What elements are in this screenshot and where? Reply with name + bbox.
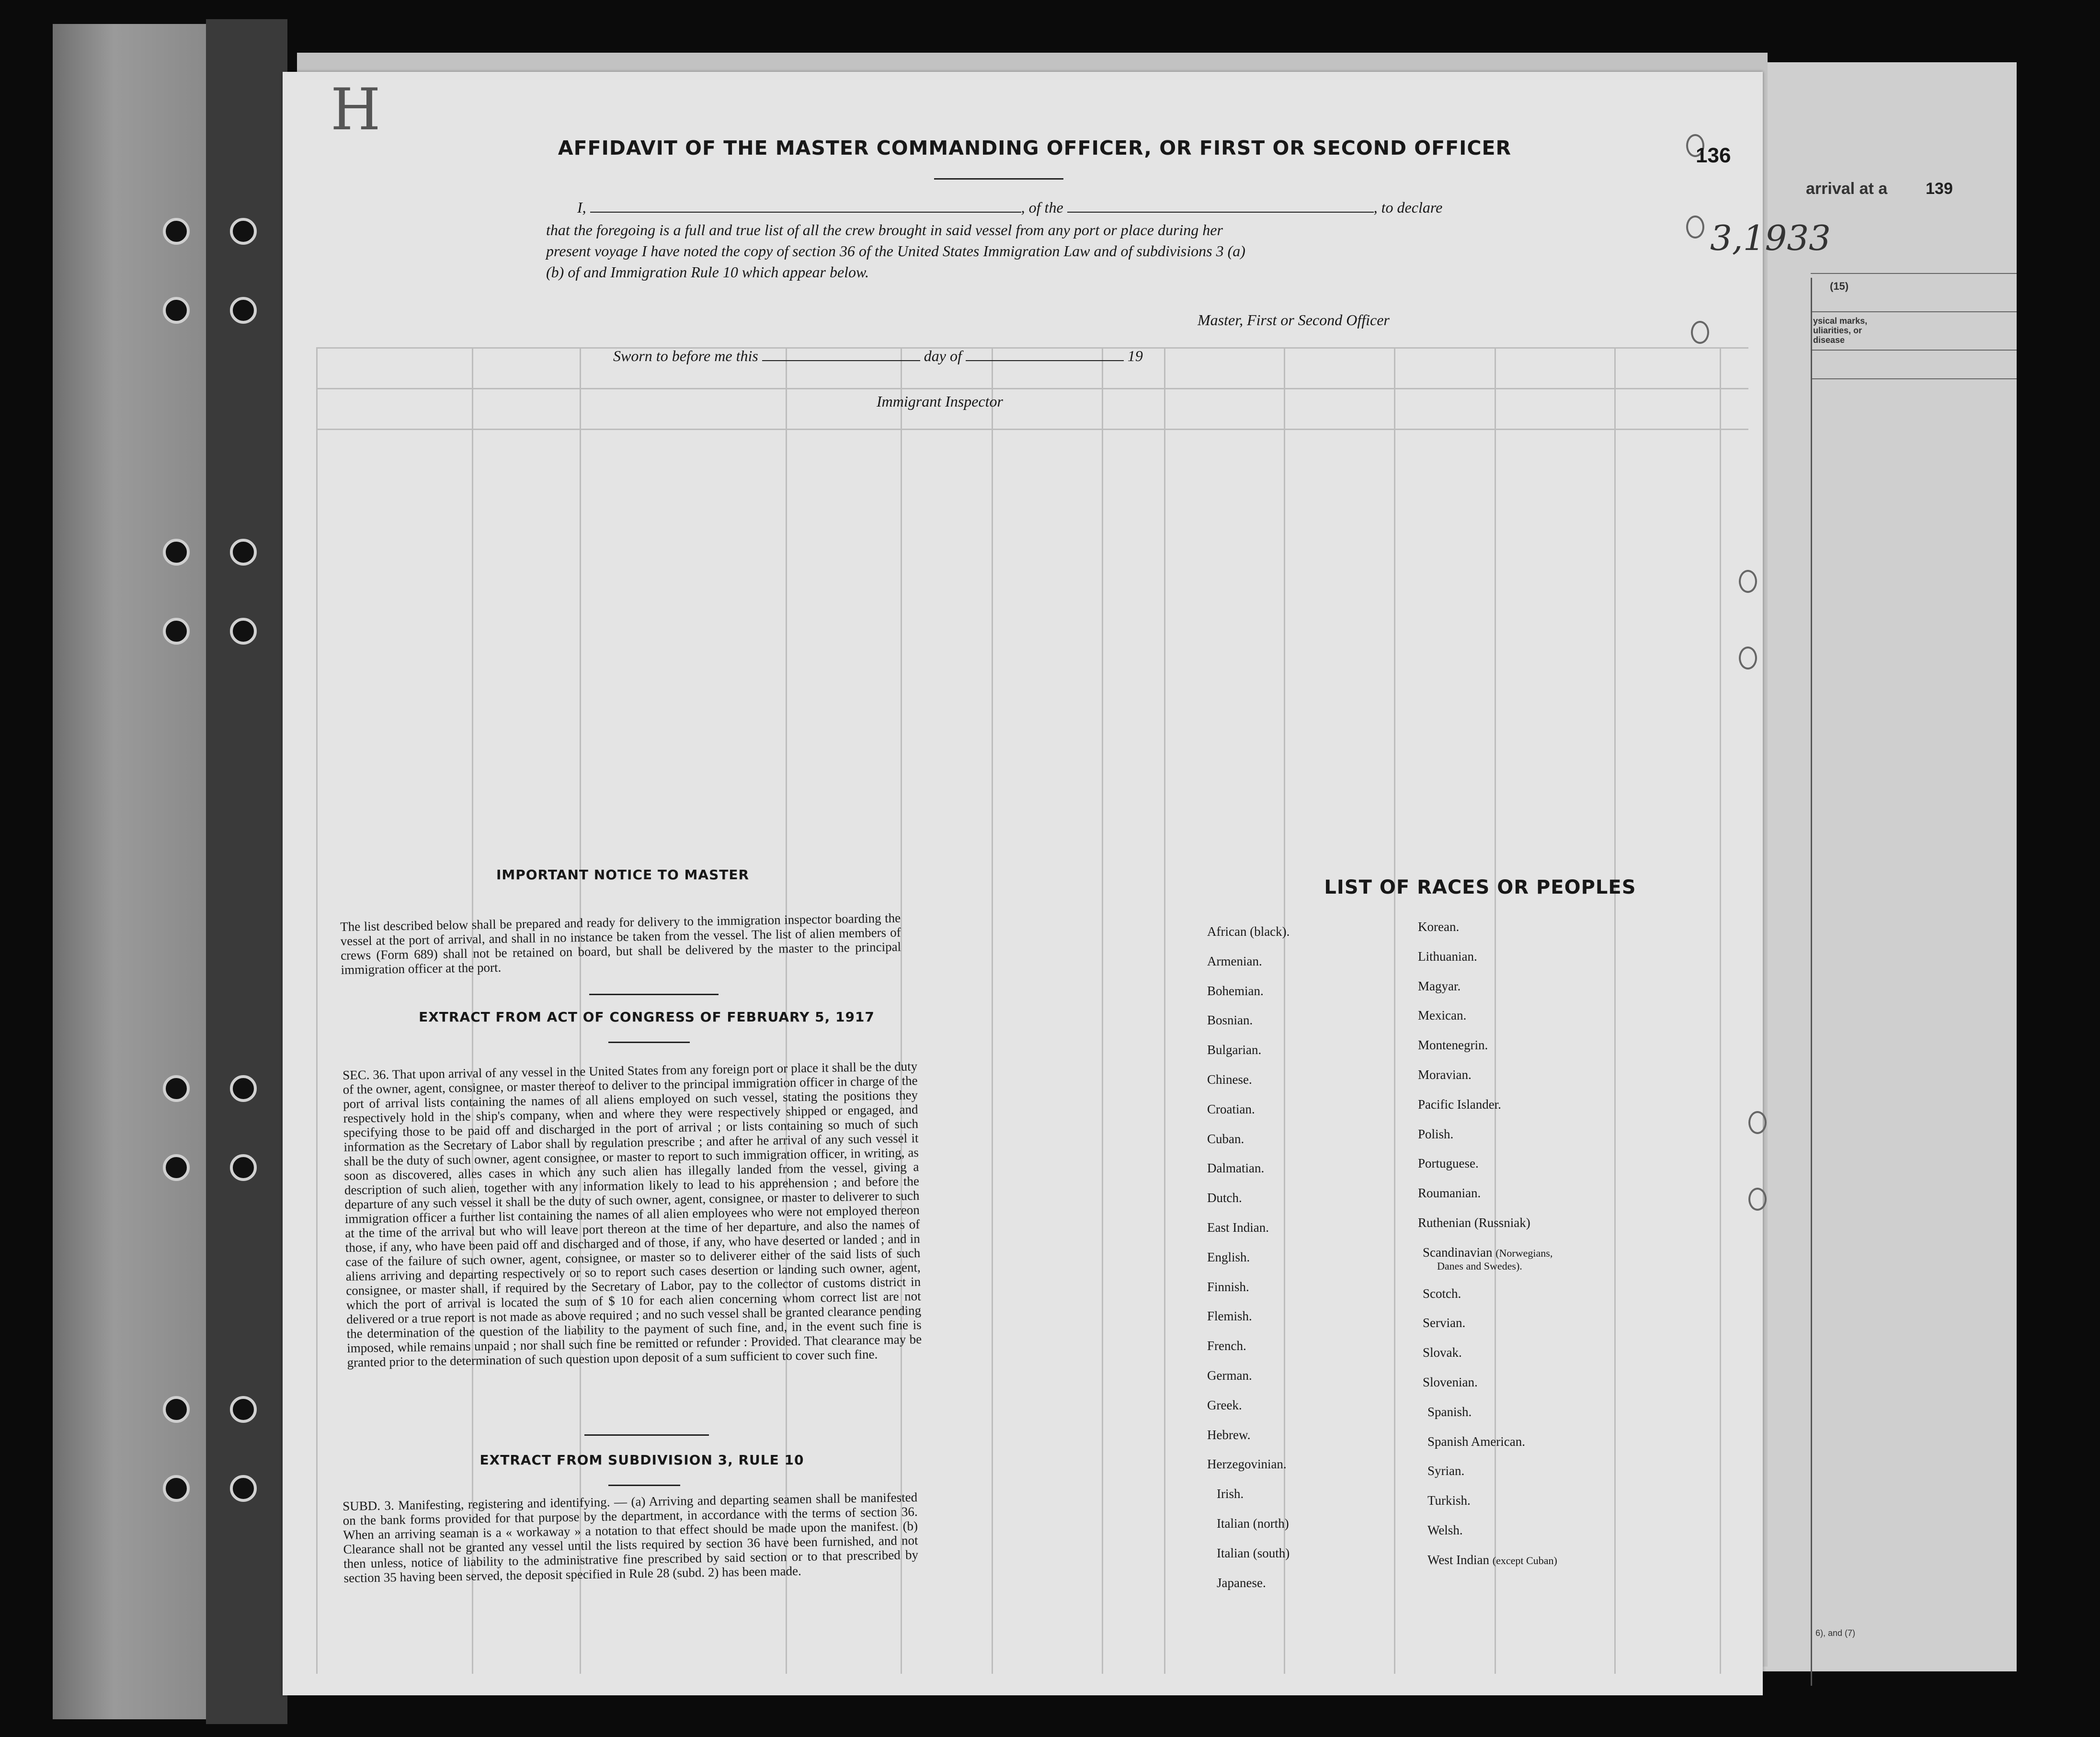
binder-hole bbox=[230, 1475, 257, 1502]
bleed-through-rule bbox=[316, 429, 1748, 430]
race-item bbox=[1418, 920, 1459, 934]
race-item bbox=[1418, 1038, 1488, 1053]
binder-hole bbox=[230, 539, 257, 566]
neighbor-page-number: 139 bbox=[1926, 180, 1953, 198]
race-item: Irish. bbox=[1217, 1487, 1244, 1501]
race-note: Danes and Swedes). bbox=[1437, 1260, 1522, 1272]
binder-hole bbox=[163, 1396, 190, 1423]
race-item bbox=[1418, 1127, 1453, 1142]
back-sheet-column-number: (15) bbox=[1830, 280, 1849, 292]
back-sheet-rule bbox=[1811, 378, 2017, 379]
race-name: Servian. bbox=[1423, 1316, 1466, 1330]
race-item bbox=[1418, 1186, 1481, 1201]
race-item bbox=[1418, 1156, 1479, 1171]
back-sheet-footer: 6), and (7) bbox=[1815, 1628, 1856, 1638]
binder-hole bbox=[163, 1475, 190, 1502]
sworn-line bbox=[613, 347, 1143, 365]
sworn-month-field[interactable] bbox=[966, 349, 1124, 361]
race-item bbox=[1423, 1375, 1478, 1390]
sworn-label: Sworn to before me this bbox=[613, 347, 758, 364]
race-name: Portuguese. bbox=[1418, 1156, 1479, 1171]
race-item: Bosnian. bbox=[1207, 1013, 1253, 1028]
race-item: French. bbox=[1207, 1339, 1246, 1353]
bleed-through-column bbox=[1495, 347, 1496, 1674]
bleed-through-column bbox=[1394, 347, 1395, 1674]
affidavit-line-1 bbox=[577, 199, 1442, 216]
race-item: Finnish. bbox=[1207, 1279, 1249, 1294]
race-item bbox=[1418, 1215, 1530, 1230]
bleed-through-column bbox=[1614, 347, 1616, 1674]
bleed-through-column bbox=[1720, 347, 1721, 1674]
binder-hole bbox=[163, 1075, 190, 1102]
master-officer-label: Master, First or Second Officer bbox=[1198, 311, 1390, 329]
handwritten-corner-mark: H bbox=[331, 77, 381, 143]
back-sheet-rule bbox=[1811, 273, 2017, 274]
title-divider bbox=[934, 178, 1063, 180]
race-name: Montenegrin. bbox=[1418, 1038, 1488, 1053]
race-item: German. bbox=[1207, 1368, 1252, 1383]
page-hole bbox=[1691, 321, 1709, 344]
race-name: Slovak. bbox=[1423, 1345, 1462, 1360]
race-name: Welsh. bbox=[1427, 1523, 1463, 1537]
race-item bbox=[1427, 1523, 1463, 1538]
back-sheet-rule bbox=[1811, 350, 2017, 351]
binder-hole bbox=[230, 297, 257, 324]
race-item: Bohemian. bbox=[1207, 983, 1264, 998]
race-item bbox=[1423, 1286, 1461, 1301]
binder-hole bbox=[230, 1075, 257, 1102]
important-notice-heading: IMPORTANT NOTICE TO MASTER bbox=[496, 867, 750, 883]
rule-divider bbox=[608, 1485, 680, 1486]
page-hole bbox=[1739, 647, 1757, 670]
binder-hole bbox=[163, 618, 190, 645]
race-name: West Indian bbox=[1427, 1552, 1490, 1567]
page-hole bbox=[1748, 1111, 1767, 1134]
race-item: Italian (south) bbox=[1217, 1545, 1290, 1560]
race-item bbox=[1423, 1316, 1465, 1330]
extract-act-text: SEC. 36. That upon arrival of any vessel in the United States from any foreign port or place it shall be the duty of the owner, agent, consignee, or master thereof to deliver to the principal immigration officer in charge of the port of arrival lists containing the names of all aliens employed on such vessel, stating the positions they respectively hold in the ship's company, when and where they were respectively shipped or engaged, and specifying those to be paid off and discharged in the port of arrival ; or lists containing so much of such information as the Secretary of Labor shall by regulation prescribe ; and after he arrival of any such vessel it shall be the duty of such owner, agent consignee, or master to report to such immigration officer, in writing, as soon as discovered, alles cases in which any such alien has illegally landed from the vessel, giving a description of such alien, together with any information likely to lead to his apprehension ; and before the departure of any such vessel it shall be the duty of such owner, agent, consignee, or master to deliverer to such immigration officer a further list containing the names of all alien employees who were not employed thereon at the time of the arrival but who will leave port thereon at the time of her departure, and also the names of those, if any, who have been paid off and discharged and of those, if any, who have deserted or landed ; and in case of the failure of such owner, agent, consignee, or master so to deliverer either of the said lists of such aliens arriving and departing respectively or so to report such cases desertion or landing such owner, agent, consignee, or master shall, if required by the Secretary of Labor, pay to the collector of customs district in which the port of arrival is located the sum of $ 10 for each alien concerning whom correct list are not delivered or a true report is not made as above required ; and no such vessel shall be granted clearance pending the determination of the question of the liability to the payment of such fine, and, in the event such fine is imposed, while remains unpaid ; nor shall such fine be remitted or refunder : Provided. That clearance may be granted prior to the determination of such question upon deposit of a sum sufficient to cover such fine. bbox=[342, 1059, 922, 1370]
page-hole bbox=[1739, 570, 1757, 593]
race-name: Korean. bbox=[1418, 920, 1460, 934]
races-list-title: LIST OF RACES OR PEOPLES bbox=[1324, 876, 1636, 898]
race-item bbox=[1423, 1245, 1552, 1272]
race-name: Syrian. bbox=[1427, 1464, 1465, 1478]
race-name: Polish. bbox=[1418, 1126, 1454, 1141]
race-item: Croatian. bbox=[1207, 1101, 1255, 1116]
immigrant-inspector-label: Immigrant Inspector bbox=[877, 393, 1003, 410]
race-item: African (black). bbox=[1207, 924, 1290, 939]
race-name: Turkish. bbox=[1427, 1493, 1471, 1508]
bleed-through-column bbox=[992, 347, 993, 1674]
affidavit-of-the: , of the bbox=[1021, 199, 1063, 216]
race-item: Dutch. bbox=[1207, 1191, 1242, 1205]
race-name: Magyar. bbox=[1418, 978, 1461, 993]
race-item bbox=[1423, 1345, 1462, 1360]
race-item: Hebrew. bbox=[1207, 1427, 1251, 1442]
race-item bbox=[1418, 949, 1477, 964]
affidavit-i: I, bbox=[577, 199, 586, 216]
affidavit-title: AFFIDAVIT OF THE MASTER COMMANDING OFFICER, OR FIRST OR SECOND OFFICER bbox=[558, 136, 1512, 159]
important-notice-text: The list described below shall be prepared and ready for delivery to the immigration inspector boarding the vessel at the port of arrival, and shall in no instance be taken from the vessel. The list of alien members of crews (Form 689) shall not be retained on board, but shall be delivered by the master to the principal immigration officer at the port. bbox=[340, 910, 902, 977]
race-item: Greek. bbox=[1207, 1397, 1242, 1412]
race-item: East Indian. bbox=[1207, 1220, 1269, 1235]
race-item bbox=[1427, 1405, 1472, 1419]
race-item: Cuban. bbox=[1207, 1131, 1244, 1146]
vessel-name-field[interactable] bbox=[1067, 200, 1374, 213]
binder-hole bbox=[230, 1154, 257, 1181]
race-name: Scotch. bbox=[1423, 1286, 1461, 1301]
sworn-day-field[interactable] bbox=[762, 349, 920, 361]
back-sheet-column-header: ysical marks, uliarities, or disease bbox=[1813, 316, 1868, 345]
back-sheet-arrival-text: arrival at a bbox=[1806, 180, 1888, 198]
page-hole bbox=[1748, 1188, 1767, 1211]
race-item bbox=[1427, 1464, 1464, 1478]
year-prefix: 19 bbox=[1127, 347, 1143, 364]
race-name: Roumanian. bbox=[1418, 1186, 1481, 1201]
page-hole bbox=[1686, 216, 1704, 238]
extract-rule-heading: EXTRACT FROM SUBDIVISION 3, RULE 10 bbox=[479, 1452, 804, 1468]
officer-name-field[interactable] bbox=[590, 200, 1021, 213]
race-item: English. bbox=[1207, 1249, 1250, 1264]
bleed-through-column bbox=[1284, 347, 1285, 1674]
affidavit-line-4: (b) of and Immigration Rule 10 which appear below. bbox=[546, 263, 869, 281]
race-item bbox=[1427, 1553, 1557, 1567]
race-item: Japanese. bbox=[1217, 1575, 1266, 1590]
day-of-label: day of bbox=[924, 347, 962, 364]
race-item: Armenian. bbox=[1207, 954, 1262, 968]
notice-divider bbox=[589, 994, 719, 995]
bleed-through-column bbox=[316, 347, 318, 1674]
race-note: (except Cuban) bbox=[1492, 1554, 1557, 1567]
extract-rule-text: SUBD. 3. Manifesting, registering and identifying. — (a) Arriving and departing seamen shall be manifested on the bank forms provided for that purpose by the department, in accordance with the terms of section 36. When an arriving seaman is a « workaway » a notation to that effect should be made upon the manifest. (b) Clearance shall not be granted any vessel until the lists required by section 36 have been furnished, and not then unless, notice of liability to the administrative fine prescribed by said section or to that prescribed by section 35 having been served, the deposit specified in Rule 28 (subd. 2) has been made. bbox=[342, 1490, 919, 1585]
affidavit-line-2: that the foregoing is a full and true list of all the crew brought in said vessel from any port or place during her bbox=[546, 221, 1223, 238]
race-item bbox=[1427, 1434, 1525, 1449]
act-end-divider bbox=[584, 1434, 709, 1436]
affidavit-to-declare: , to declare bbox=[1373, 199, 1443, 216]
race-name: Mexican. bbox=[1418, 1008, 1467, 1023]
race-item bbox=[1418, 1008, 1466, 1023]
back-sheet-column-line bbox=[1811, 278, 1812, 1686]
affidavit-page bbox=[283, 72, 1831, 1695]
race-note: (Norwegians, bbox=[1495, 1247, 1553, 1259]
extract-act-heading: EXTRACT FROM ACT OF CONGRESS OF FEBRUARY 5, 1917 bbox=[419, 1009, 875, 1025]
binder-hole bbox=[230, 218, 257, 245]
race-item: Chinese. bbox=[1207, 1072, 1252, 1087]
race-item bbox=[1418, 1067, 1472, 1082]
race-name: Scandinavian bbox=[1423, 1245, 1493, 1260]
race-item bbox=[1427, 1493, 1471, 1508]
left-binding-strip bbox=[206, 19, 287, 1724]
binder-hole bbox=[163, 297, 190, 324]
back-sheet-rule bbox=[1811, 311, 2017, 312]
binder-hole bbox=[230, 618, 257, 645]
binder-hole bbox=[230, 1396, 257, 1423]
left-scan-strip bbox=[53, 24, 206, 1719]
handwritten-date: 3,1933 bbox=[1710, 218, 1831, 258]
race-name: Spanish American. bbox=[1427, 1434, 1525, 1449]
binder-hole bbox=[163, 218, 190, 245]
race-name: Ruthenian (Russniak) bbox=[1418, 1215, 1530, 1230]
race-item bbox=[1418, 1097, 1501, 1112]
page-number: 136 bbox=[1696, 144, 1731, 167]
act-divider bbox=[608, 1042, 690, 1043]
race-item bbox=[1418, 979, 1461, 994]
race-name: Lithuanian. bbox=[1418, 949, 1477, 964]
race-item: Herzegovinian. bbox=[1207, 1457, 1287, 1472]
race-name: Moravian. bbox=[1418, 1067, 1472, 1082]
bleed-through-column bbox=[1164, 347, 1165, 1674]
binder-hole bbox=[163, 1154, 190, 1181]
race-name: Spanish. bbox=[1427, 1404, 1472, 1419]
race-item: Flemish. bbox=[1207, 1309, 1252, 1324]
affidavit-line-3: present voyage I have noted the copy of section 36 of the United States Immigration Law and of subdivisions 3 (a) bbox=[546, 242, 1245, 260]
race-item: Dalmatian. bbox=[1207, 1161, 1265, 1176]
race-name: Pacific Islander. bbox=[1418, 1097, 1501, 1112]
binder-hole bbox=[163, 539, 190, 566]
bleed-through-column bbox=[1102, 347, 1103, 1674]
bleed-through-rule bbox=[316, 388, 1748, 389]
race-item: Italian (north) bbox=[1217, 1516, 1289, 1531]
race-name: Slovenian. bbox=[1423, 1375, 1478, 1389]
race-item: Bulgarian. bbox=[1207, 1043, 1262, 1057]
